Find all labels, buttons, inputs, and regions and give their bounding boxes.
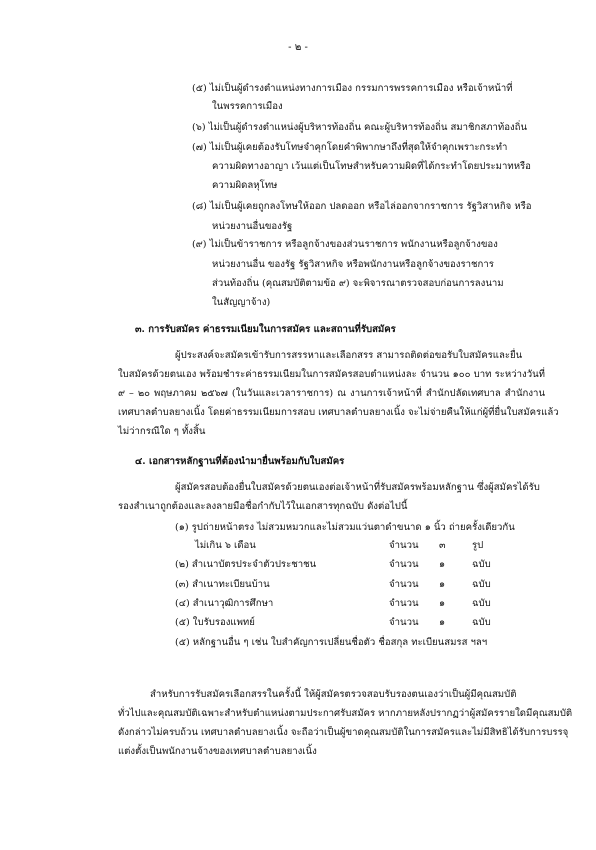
section4-heading: ๔. เอกสารหลักฐานที่ต้องนำมายื่นพร้อมกับใบสมัคร [135,456,345,467]
doc-qty: จำนวน [389,617,419,628]
doc-1-unit: รูป [472,540,484,551]
item-9-line1: (๙) ไม่เป็นข้าราชการ หรือลูกจ้างของส่วนราชการ พนักงานหรือลูกจ้างของ [192,239,498,250]
doc-1-qty: จำนวน [389,540,419,551]
doc-qty: จำนวน [389,559,419,570]
closing-line2: ทั่วไปและคุณสมบัติเฉพาะสำหรับตำแหน่งตามประกาศรับสมัคร หากภายหลังปรากฏว่าผู้สมัครรายใดมีคุณสมบัติ [118,708,573,719]
section3-line1: ผู้ประสงค์จะสมัครเข้ารับการสรรหาและเลือกสรร สามารถติดต่อขอรับใบสมัครและยื่น [175,350,523,361]
doc-row [175,558,545,574]
doc-num: ๑ [439,559,446,570]
item-6: (๖) ไม่เป็นผู้ดำรงตำแหน่งผู้บริหารท้องถิ่น คณะผู้บริหารท้องถิ่น สมาชิกสภาท้องถิ่น [192,122,528,133]
section3-line3: ๙ – ๒๐ พฤษภาคม ๒๕๖๗ (ในวันและเวลาราชการ) ณ งานการเจ้าหน้าที่ สำนักปลัดเทศบาล สำนักงาน [118,388,545,399]
item-9-line3: ส่วนท้องถิ่น (คุณสมบัติตามข้อ ๙) จะพิจารณาตรวจสอบก่อนการลงนาม [212,278,504,289]
item-7-line1: (๗) ไม่เป็นผู้เคยต้องรับโทษจำคุกโดยคำพิพากษาถึงที่สุดให้จำคุกเพราะกระทำ [192,142,508,153]
doc-num: ๑ [439,598,446,609]
doc-1-row [175,539,545,555]
doc-row [175,597,545,613]
section3-heading: ๓. การรับสมัคร ค่าธรรมเนียมในการสมัคร และสถานที่รับสมัคร [135,324,396,335]
closing-line3: ดังกล่าวไม่ครบถ้วน เทศบาลตำบลยางเนิ้ง จะถือว่าเป็นผู้ขาดคุณสมบัติในการสมัครและไม่มีสิทธิได้รับการบรรจุ [118,727,569,738]
item-8-line2: หน่วยงานอื่นของรัฐ [212,221,293,232]
doc-unit: ฉบับ [472,579,491,590]
doc-num: ๑ [439,579,446,590]
doc-1-num: ๓ [439,540,446,551]
closing-line4: แต่งตั้งเป็นพนักงานจ้างของเทศบาลตำบลยางเนิ้ง [118,746,317,757]
section3-line2: ใบสมัครด้วยตนเอง พร้อมชำระค่าธรรมเนียมในการสมัครสอบตำแหน่งละ จำนวน ๑๐๐ บาท ระหว่างวันที่ [118,369,545,380]
doc-1-line2: ไม่เกิน ๖ เดือน [195,540,256,551]
doc-row [175,578,545,594]
section4-line1: ผู้สมัครสอบต้องยื่นใบสมัครด้วยตนเองต่อเจ้าหน้าที่รับสมัครพร้อมหลักฐาน ซึ่งผู้สมัครได้รับ [175,482,540,493]
doc-row [175,616,545,632]
item-5-line1: (๕) ไม่เป็นผู้ดำรงตำแหน่งทางการเมือง กรรมการพรรคการเมือง หรือเจ้าหน้าที่ [192,83,513,94]
section3-line5: ไม่ว่ากรณีใด ๆ ทั้งสิ้น [118,426,206,437]
doc-qty: จำนวน [389,579,419,590]
doc-unit: ฉบับ [472,617,491,628]
doc-unit: ฉบับ [472,559,491,570]
doc-label: (๕) ใบรับรองแพทย์ [175,617,255,628]
doc-num: ๑ [439,617,446,628]
item-9-line4: ในสัญญาจ้าง) [212,297,271,308]
item-7-line3: ความผิดลหุโทษ [212,180,278,191]
section4-line2: รองสำเนาถูกต้องและลงลายมือชื่อกำกับไว้ในเอกสารทุกฉบับ ดังต่อไปนี้ [118,501,408,512]
doc-label: (๓) สำเนาทะเบียนบ้าน [175,579,270,590]
section3-line4: เทศบาลตำบลยางเนิ้ง โดยค่าธรรมเนียมการสอบ เทศบาลตำบลยางเนิ้ง จะไม่จ่ายคืนให้แก่ผู้ที่ยื่นใบสมัครแล้ว [118,407,559,418]
item-8-line1: (๘) ไม่เป็นผู้เคยถูกลงโทษให้ออก ปลดออก หรือไล่ออกจากราชการ รัฐวิสาหกิจ หรือ [192,201,532,212]
item-7-line2: ความผิดทางอาญา เว้นแต่เป็นโทษสำหรับความผิดที่ได้กระทำโดยประมาทหรือ [212,161,531,172]
page-number: - ๒ - [288,42,308,53]
closing-line1: สำหรับการรับสมัครเลือกสรรในครั้งนี้ ให้ผู้สมัครตรวจสอบรับรองตนเองว่าเป็นผู้มีคุณสมบัติ [150,689,517,700]
doc-unit: ฉบับ [472,598,491,609]
doc-label: (๔) สำเนาวุฒิการศึกษา [175,598,274,609]
doc-qty: จำนวน [389,598,419,609]
item-9-line2: หน่วยงานอื่น ของรัฐ รัฐวิสาหกิจ หรือพนักงานหรือลูกจ้างของราชการ [212,259,494,270]
doc-label: (๒) สำเนาบัตรประจำตัวประชาชน [175,559,317,570]
doc-1-line1: (๑) รูปถ่ายหน้าตรง ไม่สวมหมวกและไม่สวมแว่นตาดำขนาด ๑ นิ้ว ถ่ายครั้งเดียวกัน [175,522,515,533]
item-5-line2: ในพรรคการเมือง [212,101,283,112]
doc-other: (๕) หลักฐานอื่น ๆ เช่น ใบสำคัญการเปลี่ยนชื่อตัว ชื่อสกุล ทะเบียนสมรส ฯลฯ [175,637,488,648]
